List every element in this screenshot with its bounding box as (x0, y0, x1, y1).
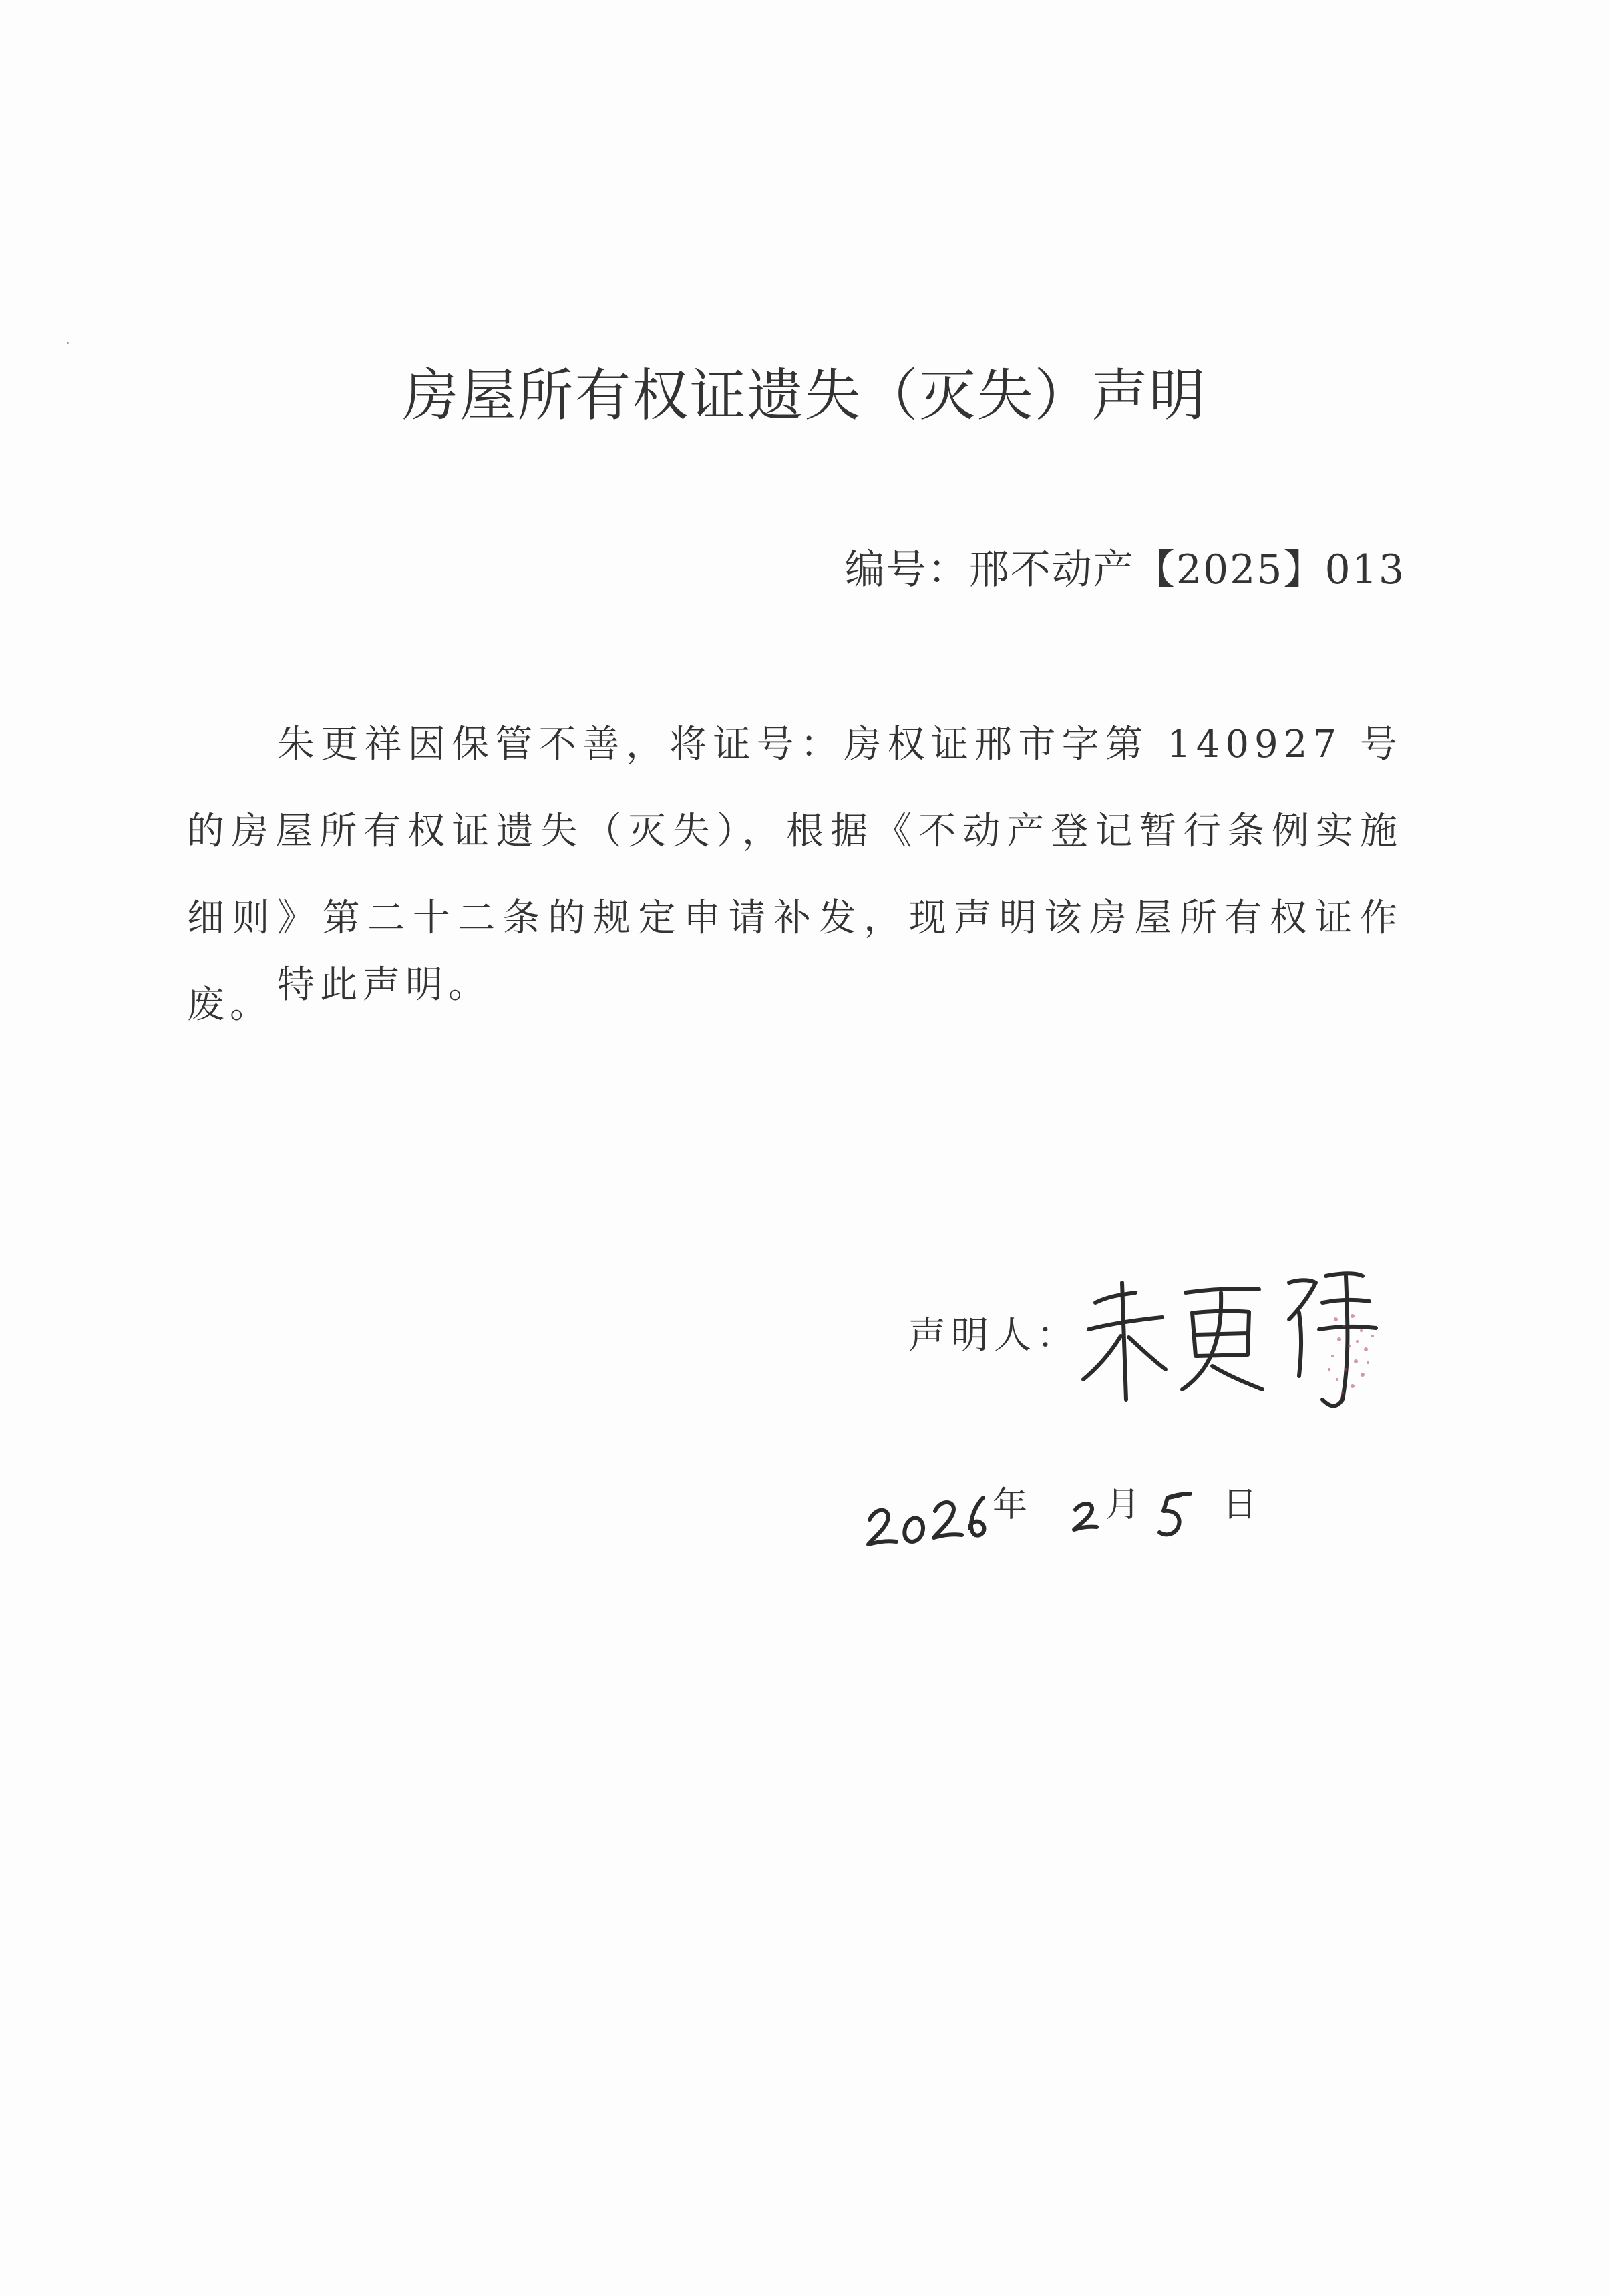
declaration-body: 朱更祥因保管不善，将证号：房权证邢市字第 140927 号的房屋所有权证遗失（灭失），根据《不动产登记暂行条例实施细则》第二十二条的规定申请补发，现声明该房屋所有权证作废。 (187, 723, 1403, 1027)
handwritten-year (862, 1463, 1276, 1563)
year-char: 年 (993, 1485, 1028, 1525)
scan-speck (67, 342, 69, 344)
day-char: 日 (1222, 1485, 1258, 1525)
date-line (862, 1463, 1276, 1563)
month-char: 月 (1105, 1485, 1141, 1525)
closing-statement: 特此声明。 (277, 963, 491, 1007)
document-number: 编号：邢不动产【2025】013 (844, 546, 1405, 593)
page-title: 房屋所有权证遗失（灭失）声明 (402, 363, 1207, 428)
handwritten-signature (1069, 1256, 1389, 1430)
declarant-label: 声明人： (908, 1314, 1079, 1357)
